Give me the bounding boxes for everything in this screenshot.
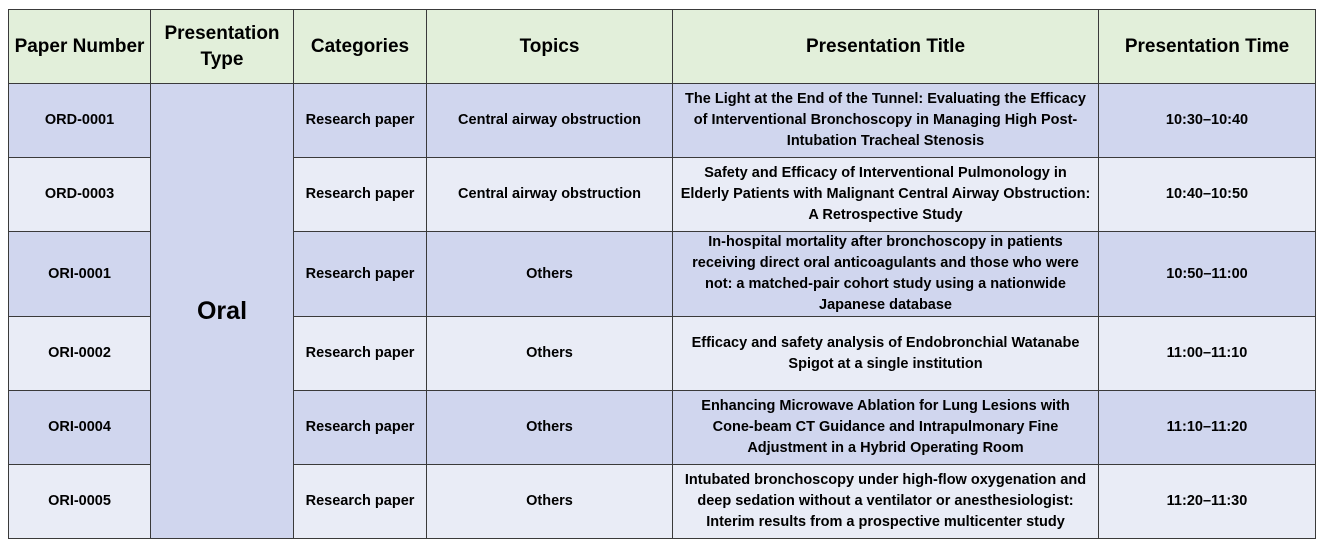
time-cell: 10:30–10:40	[1099, 84, 1316, 158]
title-cell: In-hospital mortality after bronchoscopy in patients receiving direct oral anticoagulants and those who were not: a matched-pair cohort study using a nationwide Japanese database	[673, 232, 1099, 317]
presentation-type-cell: Oral	[151, 84, 294, 539]
time-cell: 10:50–11:00	[1099, 232, 1316, 317]
header-paper-number: Paper Number	[9, 10, 151, 84]
topic-cell: Central airway obstruction	[427, 158, 673, 232]
category-cell: Research paper	[294, 232, 427, 317]
header-presentation-title: Presentation Title	[673, 10, 1099, 84]
header-row	[9, 10, 1316, 84]
paper-number-cell: ORI-0002	[9, 317, 151, 391]
category-cell: Research paper	[294, 84, 427, 158]
paper-number-cell: ORI-0005	[9, 465, 151, 539]
presentation-schedule-table	[8, 9, 1316, 539]
header-presentation-type: Presentation Type	[151, 10, 294, 84]
paper-number-cell: ORD-0001	[9, 84, 151, 158]
title-cell: Safety and Efficacy of Interventional Pulmonology in Elderly Patients with Malignant Central Airway Obstruction: A Retrospective Study	[673, 158, 1099, 232]
topic-cell: Others	[427, 232, 673, 317]
schedule-table-wrapper	[8, 9, 1316, 539]
category-cell: Research paper	[294, 158, 427, 232]
title-cell: Intubated bronchoscopy under high-flow oxygenation and deep sedation without a ventilator or anesthesiologist: Interim results from a prospective multicenter study	[673, 465, 1099, 539]
topic-cell: Others	[427, 391, 673, 465]
time-cell: 11:20–11:30	[1099, 465, 1316, 539]
time-cell: 11:10–11:20	[1099, 391, 1316, 465]
paper-number-cell: ORD-0003	[9, 158, 151, 232]
category-cell: Research paper	[294, 465, 427, 539]
category-cell: Research paper	[294, 317, 427, 391]
topic-cell: Central airway obstruction	[427, 84, 673, 158]
title-cell: The Light at the End of the Tunnel: Evaluating the Efficacy of Interventional Bronchoscopy in Managing High Post-Intubation Tracheal Stenosis	[673, 84, 1099, 158]
table-row	[9, 84, 1316, 158]
time-cell: 10:40–10:50	[1099, 158, 1316, 232]
header-topics: Topics	[427, 10, 673, 84]
header-presentation-time: Presentation Time	[1099, 10, 1316, 84]
title-cell: Enhancing Microwave Ablation for Lung Lesions with Cone-beam CT Guidance and Intrapulmonary Fine Adjustment in a Hybrid Operating Room	[673, 391, 1099, 465]
paper-number-cell: ORI-0004	[9, 391, 151, 465]
header-categories: Categories	[294, 10, 427, 84]
paper-number-cell: ORI-0001	[9, 232, 151, 317]
topic-cell: Others	[427, 317, 673, 391]
time-cell: 11:00–11:10	[1099, 317, 1316, 391]
category-cell: Research paper	[294, 391, 427, 465]
topic-cell: Others	[427, 465, 673, 539]
title-cell: Efficacy and safety analysis of Endobronchial Watanabe Spigot at a single institution	[673, 317, 1099, 391]
